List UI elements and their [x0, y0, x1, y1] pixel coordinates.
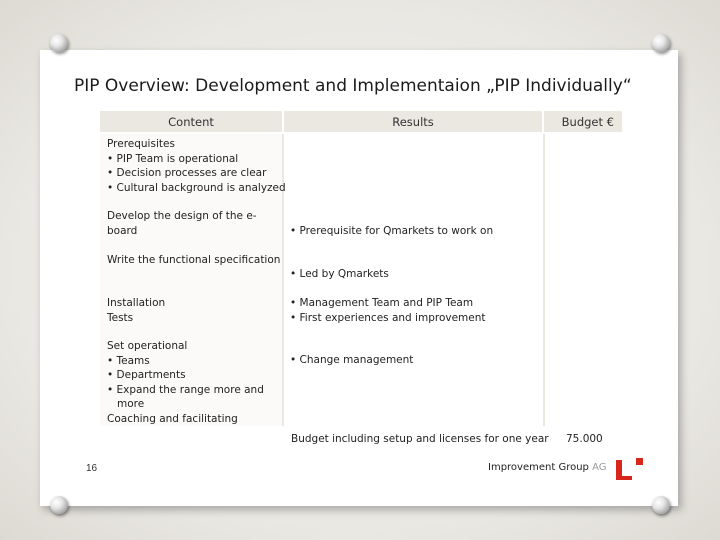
total-value: 75.000 — [566, 433, 603, 445]
content-line: Installation — [107, 297, 166, 309]
content-title: Set operational — [107, 340, 188, 352]
content-cell — [107, 296, 165, 325]
header-budget: Budget € — [544, 111, 622, 132]
content-bullet: • Cultural background is analyzed — [107, 181, 286, 196]
pushpin-icon — [50, 34, 68, 52]
results-bullet: • First experiences and improvement — [290, 311, 486, 326]
content-bullet: • Departments — [107, 368, 264, 383]
pushpin-icon — [652, 496, 670, 514]
results-bullet: • Led by Qmarkets — [290, 267, 389, 282]
content-cell — [107, 339, 264, 426]
content-line: Write the functional specification — [107, 254, 281, 266]
results-cell — [290, 224, 493, 239]
slide-title: PIP Overview: Development and Implementaion „PIP Individually“ — [74, 76, 632, 96]
logo-square — [636, 458, 643, 465]
content-bullet: • Expand the range more and — [107, 383, 264, 398]
content-bullet: • Teams — [107, 354, 264, 369]
results-cell — [290, 267, 389, 282]
content-cell — [107, 209, 257, 238]
content-line: Tests — [107, 311, 134, 324]
page-number: 16 — [86, 463, 98, 474]
content-line: more — [117, 398, 145, 410]
content-bullet: • PIP Team is operational — [107, 152, 286, 167]
results-bullet: • Prerequisite for Qmarkets to work on — [290, 224, 493, 239]
content-bullet: • Decision processes are clear — [107, 166, 286, 181]
company-name-main: Improvement Group — [488, 462, 589, 473]
content-cell — [107, 253, 280, 268]
content-title: Prerequisites — [107, 138, 175, 150]
content-cell — [107, 137, 286, 195]
header-results: Results — [284, 111, 542, 132]
header-content: Content — [100, 111, 282, 132]
column-divider — [543, 134, 545, 426]
content-line: Develop the design of the e- — [107, 210, 257, 222]
results-cell — [290, 353, 413, 368]
content-line: board — [107, 224, 138, 237]
company-logo-icon — [614, 456, 646, 482]
company-name-suffix: AG — [592, 462, 607, 473]
total-label: Budget including setup and licenses for one year — [291, 433, 549, 445]
company-name — [488, 462, 607, 473]
results-bullet: • Change management — [290, 353, 413, 368]
pushpin-icon — [50, 496, 68, 514]
results-cell — [290, 296, 486, 325]
logo-l-shape — [616, 460, 632, 480]
pushpin-icon — [652, 34, 670, 52]
results-bullet: • Management Team and PIP Team — [290, 296, 486, 311]
content-line: Coaching and facilitating — [107, 412, 238, 425]
